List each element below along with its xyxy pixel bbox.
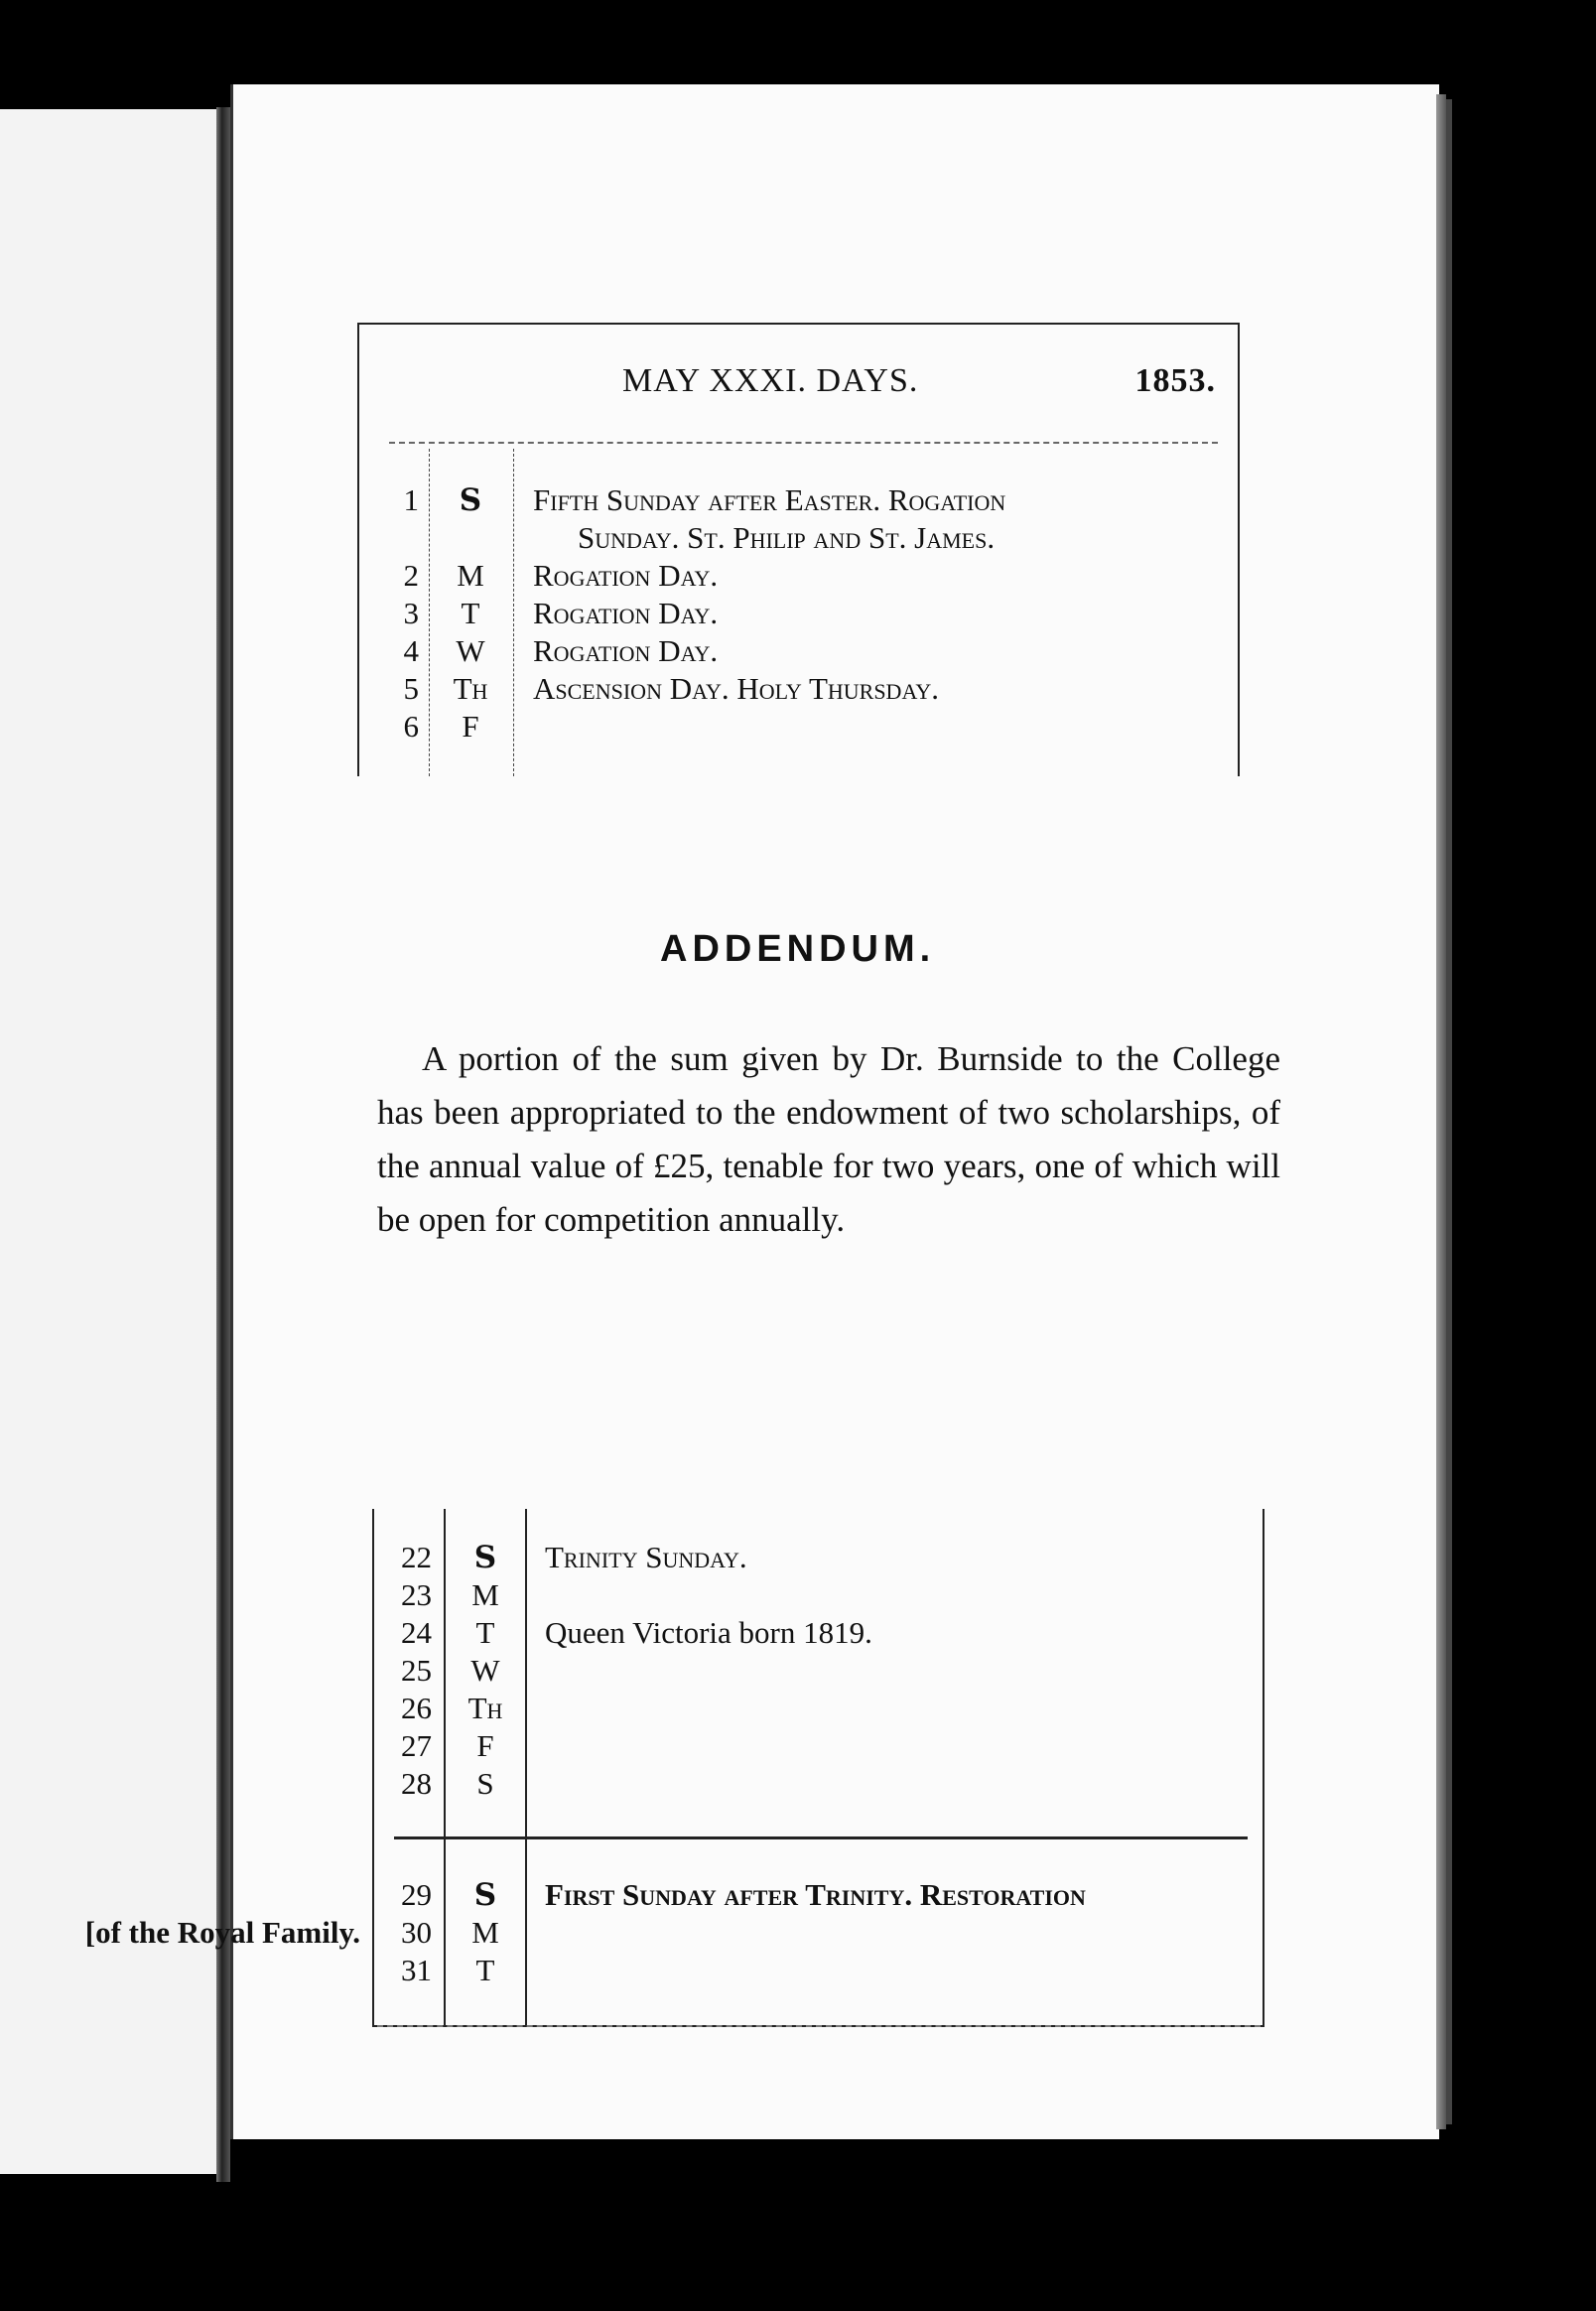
calendar-entry: Fifth Sunday after Easter. Rogation [533,482,1006,517]
calendar-entry: Rogation Day. [533,558,719,593]
addendum-title: ADDENDUM. [660,928,936,970]
day-of-week: Th [467,1691,503,1725]
number-column-rule [429,449,430,776]
page-edge [1436,94,1446,2129]
calendar-entry: Ascension Day. Holy Thursday. [533,671,939,706]
day-of-week: T [461,596,480,630]
day-number: 31 [401,1953,432,1987]
header-rule [389,442,1218,444]
day-number: 6 [403,709,419,744]
day-number: 25 [401,1653,432,1688]
left-page [0,109,223,2174]
calendar-header [359,362,1238,412]
day-column-rule [513,449,514,776]
day-number: 22 [401,1540,432,1574]
addendum-paragraph: A portion of the sum given by Dr. Burnside to the College has been appropriated to the endowment of two scholarships, of the annual value of £25, tenable for two years, one of which will be open for competition annually. [377,1039,1280,1239]
day-number: 1 [403,482,419,517]
calendar-entry: Rogation Day. [533,596,719,630]
day-of-week: W [470,1653,500,1688]
day-of-week: M [471,1577,499,1612]
day-number: 30 [401,1915,432,1950]
day-number: 29 [401,1877,432,1912]
calendar-entry: Sunday. St. Philip and St. James. [578,520,996,555]
page-edge-shadow [1446,99,1452,2124]
day-number: 26 [401,1691,432,1725]
week-divider-rule [394,1836,1248,1839]
day-number: 23 [401,1577,432,1612]
day-of-week: Th [453,671,488,706]
day-of-week: T [475,1615,495,1650]
day-of-week: S [476,1766,494,1801]
day-of-week: S [473,1540,497,1575]
calendar-top [357,323,1240,776]
day-of-week: F [462,709,479,744]
day-number: 28 [401,1766,432,1801]
addendum-body [377,1032,1280,1247]
day-number: 27 [401,1728,432,1763]
calendar-bottom [84,1509,1264,2027]
bottom-rule [377,2025,1261,2027]
day-number: 4 [403,633,419,668]
day-of-week: S [473,1877,497,1913]
day-of-week: M [457,558,484,593]
calendar-entry: First Sunday after Trinity. Restoration [545,1877,1086,1912]
calendar-year: 1853. [1134,362,1216,399]
calendar-entry: Rogation Day. [533,633,719,668]
day-number: 5 [403,671,419,706]
calendar-title: MAY XXXI. DAYS. [622,362,919,399]
calendar-entry: [of the Royal Family. [84,1915,360,1950]
calendar-entry: Trinity Sunday. [545,1540,747,1574]
day-of-week: F [476,1728,494,1763]
day-column-rule [525,1509,527,2025]
day-of-week: S [459,482,482,518]
calendar-entry: Queen Victoria born 1819. [545,1615,872,1650]
day-number: 3 [403,596,419,630]
book-gutter [216,107,230,2182]
day-of-week: T [475,1953,495,1987]
number-column-rule [444,1509,446,2025]
day-of-week: M [471,1915,499,1950]
day-number: 2 [403,558,419,593]
day-of-week: W [456,633,485,668]
day-number: 24 [401,1615,432,1650]
